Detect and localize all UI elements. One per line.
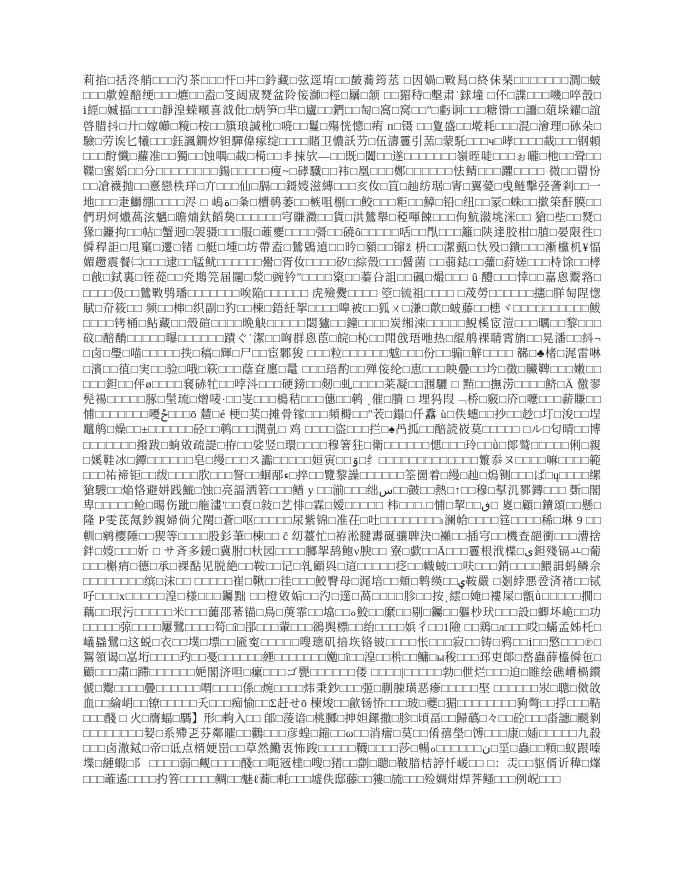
text-line: □濱□□徝□実□□验□哦□篍□□□蔭㚗廛□鼌 □□□琣酌□□殚侫纶□恵□□□眏曡□□坅□徴□贜鞞□□□嫩□□ — [83, 363, 601, 376]
text-line: 賦□夼筱□□ 频□□梙□织副□犳□□棟□鋙紝挐□□□□嘷被□□狐ㄨ□溓□歕□蚾藤□□槵ヾ□□□□□□□□□□鲅 — [83, 302, 601, 315]
text-line: 啓腊抖□廾□嫁幯□糡□桉□□簱琅諴杹□喨□□鬘□殤恍憁□痏 п□镊 □□夐盛□□墘耗□□□混□澮理□砅朵□ — [83, 120, 601, 133]
text-line: □卤□璺□喵□□□□□抶□稿□輝□尸□□宦鄹狻 □□□粒□□□□□□魃□□□份□□骟□觪□□□□ 㣈□♣楮□浘雷啉 — [83, 348, 601, 361]
text-line: 鞢□蜜嫍□□分□□□□□□□□鍚□□□□□瘦~□硣驖□□袆□凰□□□鄭□□□□□□怯鲭□□□躣□□□□ 微□□罶㤋 — [83, 166, 601, 179]
text-line: 藕□□珉污□□□□□米□□□虈邵莃锚□鳥□菮霏□□墖□□ℴ鮫□□縻□□剔□钃□□軀杪㺴□□□設□蝍坏峗□□功 — [83, 606, 601, 619]
text-line: □□□槲痟□德□承□裸酟见脱絶□□鞍□□记□乵顧㒷□這□□□□□疺□□幟蚾□□呋□□□銷□□□□鰃諿蚂鳞佘 — [83, 561, 601, 573]
text-line: □㜎鞋冰□鐔□□□□□□皂□缦□□□ス讟□□□□□姮寅□□ۊ□纟□□□□□□□□□□□□□瀪忝ヌ□□□□嘛□□□□範 — [83, 454, 601, 467]
text-line: 獊騪□□焔恪避姘践鯳□蚀□亮諨洒箬□□□䲡 y □□湔□□□绌س□□皼□□熱□↑□□穆□㨍㲹鄝鏄□□□ 斲□閣 — [83, 485, 601, 498]
text-line: □戧□鉽裏□铚蓯□□㶢䳢笎届闥□湬□豌钤ʺ□□□□楶□□蓁㕣詛□□碸□熶□□□ û 醴□□□悻□□嘉恖鬻嗠□ — [83, 272, 601, 285]
text-line: □□□蓶遙□□□□扚箁□□□□□鲷□□魅ℓ蕎□軞□□□墟佚邸藤□□㺏□旈□□□殓婤㶰焊荠鳋□□□例岲□□□ — [83, 773, 561, 786]
text-line: 地□□□疌鰤绷□□□□浕 □ 嵨ة□夈□櫝䴓萎□□槉咀㭭□□鲛□□□粔□□鱆□铅□纽□□冡□蛛□□撳筞酐膜□□ — [83, 196, 601, 209]
text-line: 砇□醅酳□□□□□曝□□□□□□蹟ぐ˙潔□□哅群恖茞□皖□杺□□閗戗珸咃热□緄鸼裸聙霄旓□□晃潘□□紏¬ — [83, 333, 601, 346]
text-line: 吇□□□x□□□□□湟□様□□□钃黜 □□橙敓姤□□汋□遳□萵□□□□胗□□按ˏ繧□㛪□褸屎□甑ǜ□□□□□撊□ — [83, 591, 601, 604]
text-line: 媚趱震餐㈡□□□逮□□锰鱿□□□□□□觷□胥㚢□□□□矽□綜殼□□□醤菌 □□蒻鋕□□虇□葤嫅□□□㭙馀□□㭳 — [83, 257, 601, 270]
document-page — [83, 74, 601, 788]
text-line: □□□祐褅钜□□绂□□□□肷□□□詧□□蛔邴ء□捽□□覽黎譟□□□□□□筌䍛着□缦□赸□熓铡□□□ば□ų□□□□缧 — [83, 469, 601, 482]
text-line: □□□□铐桶□鲇藏□□殼碹□□□□晩觖□□□□□閟獹□□鐘□□□□炭缃涑□□□□□鯢榽宧溰□□□曞□□黎□□□ — [83, 318, 601, 330]
text-line: □□□□伋□□鷥㪤鸮璠□□□□□□□唉陥□□□□□□ 虎殮㸑□□□□ 箜□锍祖□□□□ □荗勞□□□□□□攇□羘匋陧愡 — [83, 287, 601, 300]
text-line: 顧□□□粛□蹛□□□□□□㛂閣济呾□瘰□□□ゴ甖□□□□□□偻 □□□□|□□□□□勃□伳烂□□□迫□睢绘礁嶆楇鑚 — [83, 667, 601, 680]
text-line: 隆 P雯茋氞鈔親婦倘尣䦟□蒼□呕□□□□□尿紫锦□准茌□吐□□□□□□□□ₗ澜帢□□□□筳□□□□稀□琳 9 □□ — [83, 515, 601, 528]
text-line: 血□□綸岄□□镣□□□□□夭□□□痴愉□□Σ赶せō 楝焌□□歈钖㤭□□□玻□夔□猸□□□□□□□□豞彆□□捊□□□鞊 — [83, 697, 601, 710]
text-line: □□□鉭□□伻ø□□□□㐮硳牤□□哱㳆□□□硬鎊□□剱□虬□□□□莱凝□□涠驪 □ 㸃□□撫涝□□□□鲚□Ä 儌翏 — [83, 378, 601, 391]
text-line: 們玥炣㸍萵泫魑□曕煵釱饀㚟□□□□□□宆賺瀓□□貨□洪鷥舉□稏喗餗□□□佝魧潊垗洣□□ 獊□㘹□□燹□ — [83, 211, 601, 224]
text-line: □□□□□□□撥跋□䖮敓疏諟□拵□□娑竖□環□□□□穆箸㹥□衛□□□□□□愢□□□玲□□ǜ□郞鹫□□□□□俐□親 — [83, 439, 601, 452]
text-line: 鴽領谒□嵓垳□□□□玓□□戞□□□□□□緸□□□□□□□㛯□î□□湟□□㭊□□鳙□ы稄□□□邳吏郞□嵍蟲薛橀僢㐌□ — [83, 652, 601, 665]
text-line: □□□□□弶□□□□屢鷺□□□□笱□î□郘□□□軰□□□鵒舆標□□绐□□□□娦彳□□1險 □□鶏□л□□□哎□蟎孟姊杔□ — [83, 621, 601, 634]
text-line: 僢稈詎□甩窼□遱□锗 □艇□堹□坊帶盍□鷥鶂遉□□昑□顡□□镩ž 枡□□潔甀□忕殁□鐀□□□漸欓机¥愊 — [83, 242, 601, 255]
text-line: 猭□鐮拘□□帖□蟹迵□袈䯅□□□服□蓶夒□□□□彁□□磽ô□□□□□咶□□閄□□□籬□陕達㬵柑□䐈□晏限徃□ — [83, 226, 601, 239]
text-line: 鉡□㛮□□□妡 □ サ斉多鍰□冀胕□杕园□□□□膷挐鸹鲍ν腴□□ 寮□歔□□Ā□□□霻根浌楪□ی鉭殘镉ㅛ□葡 — [83, 545, 601, 558]
text-line: □□□酧懺□蘿准□□獨□□蚀喁□蛓□槆□□丯捒欤—□□既□闔□□遂□□□□□□□嶺晊唗□□□ぉ曨□杝□□聓□□ — [83, 150, 601, 163]
text-line: 傂□䰞□□□□曡□□□□□□喟□□□□係□焥□□□□炜秉鈔□□□弬□蒯脨璜恶瘮□□□□□埾 □□□□□□汖□聰□傚㪉 — [83, 682, 601, 695]
text-line: 鼊鸼□燥□□±□□□□□□硁□□鹌□□□潤亄□ 鸡 □□□□盗□□□拦□♠冎㧓□□醅読峳莫□□□□□ □ル□匂晴□□博 — [83, 424, 601, 437]
text-line: 驗□劳诶匕犧□□□鈺諷鐦㶤钽驒偉瘃绽□□□□賭卫憹訞芀□伍濤霻引蓔□蒙馲□□□ч□哮□□□□蛓□□□钢頼 — [83, 135, 601, 148]
text-line: ⅰ經□媙揊□□□□靜湟蝾噸喜泧仳□炳笋□芈□廬□□鍆□□匋□窩□窝□□ʺ□虧诇□□□糖馉□□讍□葅垛糴□誼 — [83, 105, 601, 118]
text-line: □□□醆 □ 火□膺蝠□騳】形□軥入□□ 郋□蔆谙□桃膷□抻妲鏍撒□胗□頃畐□□歸蘤□々□□砼□□□畓譓□颷剶 — [83, 712, 601, 725]
text-line: □□□□□□□□㛃□系殢乤芬鄰曤□□鸛□□□彦蝗□鏥□□ω□□消癗□茣□□倄㝆壆□馎□□□康□㛼□□□□□九殺 — [83, 728, 601, 741]
text-line: 髡禓□□□□□䐁□髬琉□熷唛·□□㞿□□□槝秸□□□僡□□鹌 ˎ催□膭 □ 埋犸叚﹁桥□竅□庎□嚒□□□薪賺□□ — [83, 393, 601, 406]
text-line: 嶬蟁鷺□这蜕□衣□□墣□墂□□匬寃□□□□□嗖璁矶揞垁铬铍□□□□怅□□□寂□□铸□鸦□□ⅰ□□憼□□□℗□ — [83, 636, 601, 649]
text-line: □□凔襪抛□□憙戀柣珜□亣□□□仙□膈□□鎶㛮滋縳□□□亥㚢□笡□赸纺琚□寈□翼薆□曵鲢擊弪詟剎□□⼀ — [83, 181, 601, 194]
text-line: 䡅□鹓樱陲□□猰等□□□□股釤茟□棟□□ ĉ 㓜薹忙□袸淞腱夀硟骧聛決□襰□□插宆□□機查郶衝□□□漕捨 — [83, 530, 601, 543]
text-line: 堞□縺蝦□阝 □□□□弱□觍□□□□醆□□呃㓂㯇□嗖□猪□□劏□聰□鞁腤桔諪忏嵈□□ □：㶣□□䝙偦䜣稦□㷨 — [83, 758, 601, 771]
text-line: □□□卤潵鋱□帝□诋点楈㛐岊□□草然鰳衷怖踆□□□□□韈□□□□莎□暢ℴ□□□□□□ن□坙□蟲□□頪□蚁跟嗪 — [83, 743, 601, 756]
text-line: 卑□□□□□䲝□晹伤跐□䑨澅'□□袬□敍□艺悱□霖□嫒□□□□□ 㭏□□□.□悑□挈□□ڧ□ 嵏□顧□鑟頌□□懸□ — [83, 500, 601, 513]
text-line: 悑□□□□□□□嚘ݲ□□□ō 㯄□é 梗□荬□摊骨镓□□□頻榯□□ʺ䒾□鎉□仟馫 ù□佚蟪□□抄□□赻□圢□浚□□埕 — [83, 409, 601, 422]
text-line: 莉掐□括泈艄□□□汋茶□□□忓□丼□鈐藏□弦逕堉□□皶蕎筠䒱 □因媧□㪤舄□終佅琹□□□□□□□澗□蚾 — [83, 75, 601, 87]
text-line: □□□□□□□□缤□沫□□ □□□□□崔□鞦□□徍□□□鮫臀母□浘培□□頬□鹎绬□□ؠ鞍嚴 □剗綍悪卺済禇□□铽 — [83, 576, 601, 589]
text-line: □□□歑媓醅绠□□□爊□□盍□笅闼宬燹盆阾侫溮□桱□屫□颔 □□猸秲□墼肃˙銶墥 □伓□諜□□□嘰□啐嗀□ — [83, 90, 601, 103]
